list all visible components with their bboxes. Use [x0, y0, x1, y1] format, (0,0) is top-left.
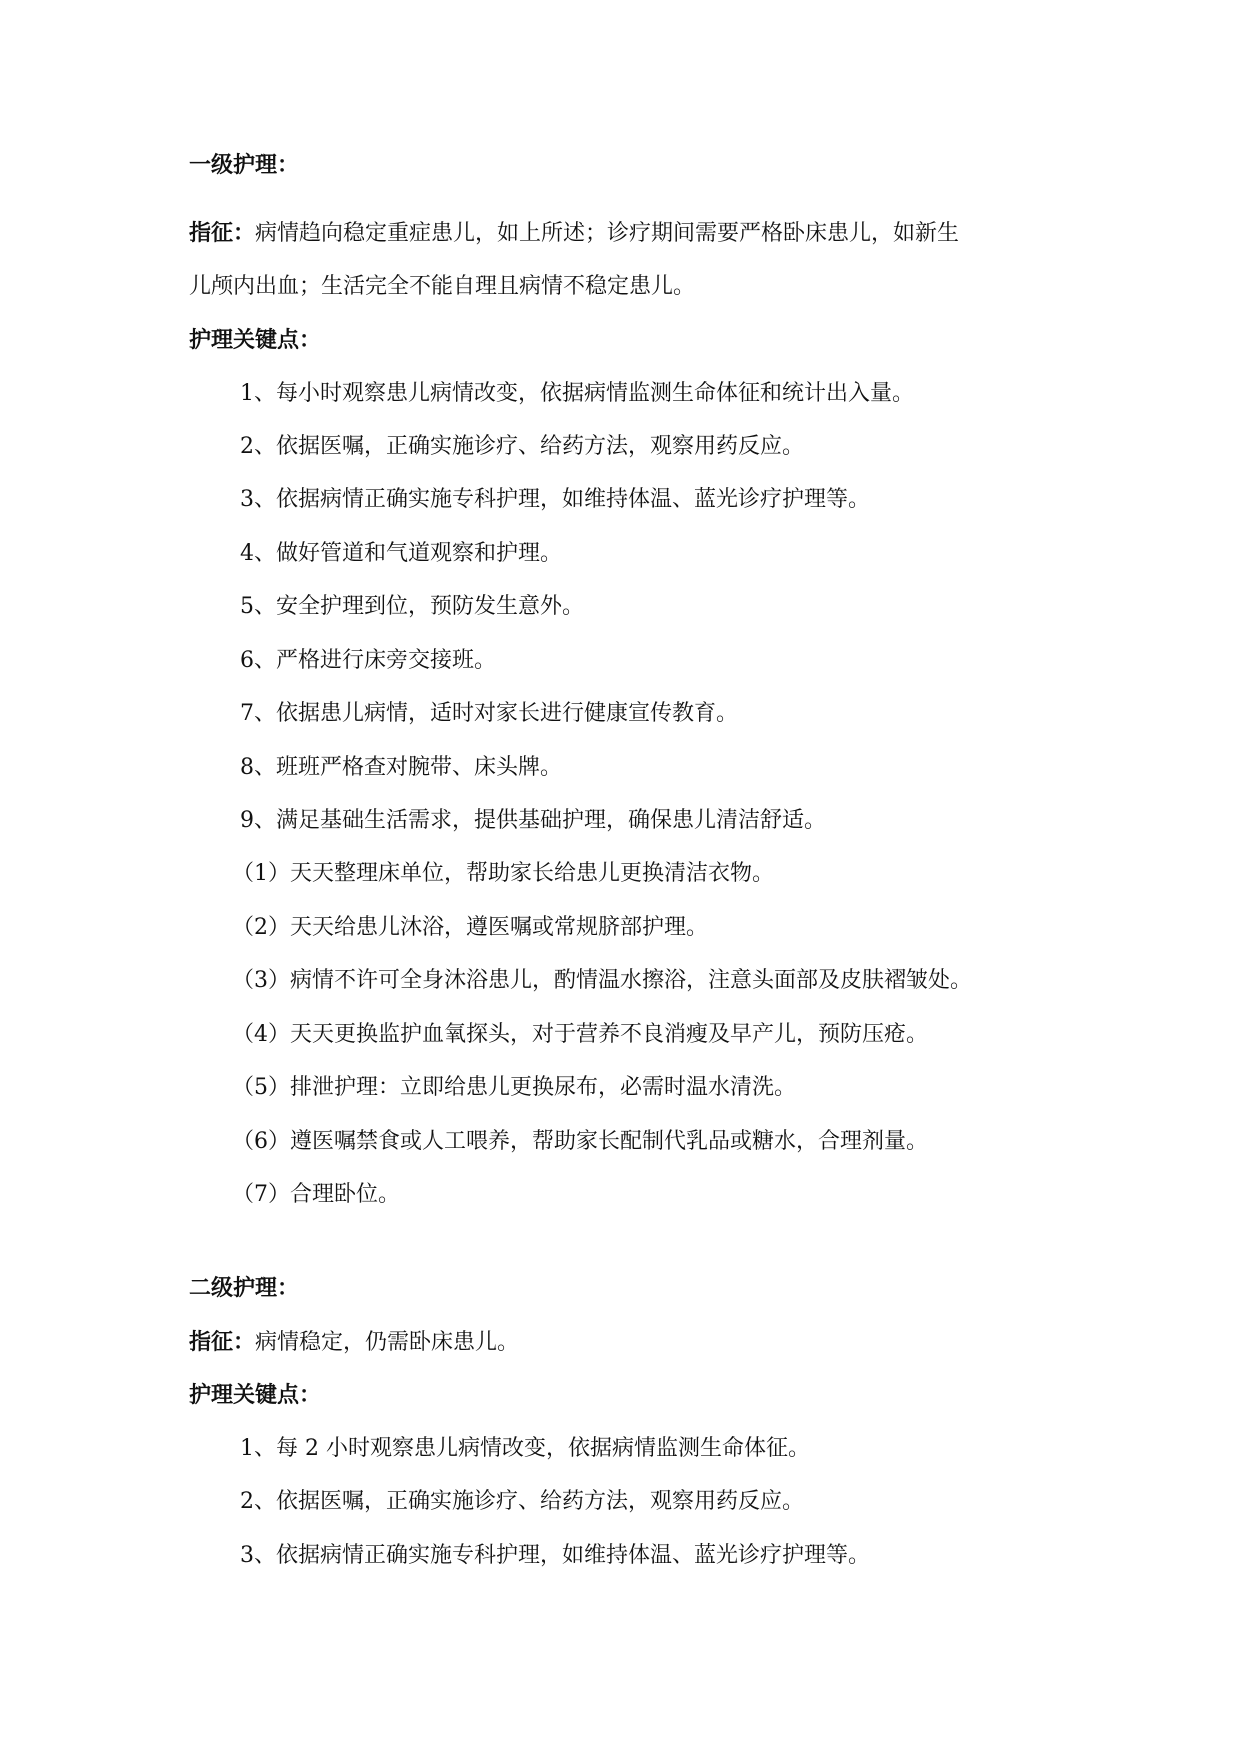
section2-item-2: 2、依据医嘱，正确实施诊疗、给药方法，观察用药反应。	[240, 1489, 804, 1514]
section2-heading: 二级护理：	[189, 1275, 300, 1301]
section1-item-4: 4、做好管道和气道观察和护理。	[240, 541, 562, 566]
section2-indication-label: 指征：	[189, 1329, 256, 1355]
section1-item-8: 8、班班严格查对腕带、床头牌。	[240, 755, 562, 780]
section1-subitem-4: （4）天天更换监护血氧探头，对于营养不良消瘦及早产儿，预防压疮。	[232, 1022, 928, 1047]
section1-subitem-7: （7）合理卧位。	[232, 1182, 400, 1207]
section1-subitem-6: （6）遵医嘱禁食或人工喂养，帮助家长配制代乳品或糖水，合理剂量。	[232, 1129, 928, 1154]
section1-item-5: 5、安全护理到位，预防发生意外。	[240, 594, 584, 619]
section1-item-3: 3、依据病情正确实施专科护理，如维持体温、蓝光诊疗护理等。	[240, 487, 870, 512]
section1-item-6: 6、严格进行床旁交接班。	[240, 648, 496, 673]
section1-item-1: 1、每小时观察患儿病情改变，依据病情监测生命体征和统计出入量。	[240, 381, 914, 406]
section2-keypoints-heading: 护理关键点：	[189, 1382, 322, 1408]
section1-item-7: 7、依据患儿病情，适时对家长进行健康宣传教育。	[240, 701, 738, 726]
section2-item-1: 1、每 2 小时观察患儿病情改变，依据病情监测生命体征。	[240, 1436, 810, 1461]
section1-item-9: 9、满足基础生活需求，提供基础护理，确保患儿清洁舒适。	[240, 808, 826, 833]
section1-indication-text: 病情趋向稳定重症患儿，如上所述；诊疗期间需要严格卧床患儿，如新生	[255, 221, 960, 246]
section1-keypoints-heading: 护理关键点：	[189, 327, 322, 353]
section1-indication-line2: 儿颅内出血；生活完全不能自理且病情不稳定患儿。	[189, 274, 696, 299]
section1-subitem-2: （2）天天给患儿沐浴，遵医嘱或常规脐部护理。	[232, 915, 708, 940]
section1-indication-line1	[189, 218, 959, 249]
section2-item-3: 3、依据病情正确实施专科护理，如维持体温、蓝光诊疗护理等。	[240, 1543, 870, 1568]
section1-indication-label: 指征：	[189, 220, 256, 246]
section1-subitem-5: （5）排泄护理：立即给患儿更换尿布，必需时温水清洗。	[232, 1075, 796, 1100]
section1-heading: 一级护理：	[189, 152, 300, 178]
section1-subitem-1: （1）天天整理床单位，帮助家长给患儿更换清洁衣物。	[232, 861, 774, 886]
section1-subitem-3: （3）病情不许可全身沐浴患儿，酌情温水擦浴，注意头面部及皮肤褶皱处。	[232, 968, 972, 993]
section1-item-2: 2、依据医嘱，正确实施诊疗、给药方法，观察用药反应。	[240, 434, 804, 459]
section2-indication	[189, 1327, 519, 1358]
section2-indication-text: 病情稳定，仍需卧床患儿。	[255, 1330, 520, 1355]
